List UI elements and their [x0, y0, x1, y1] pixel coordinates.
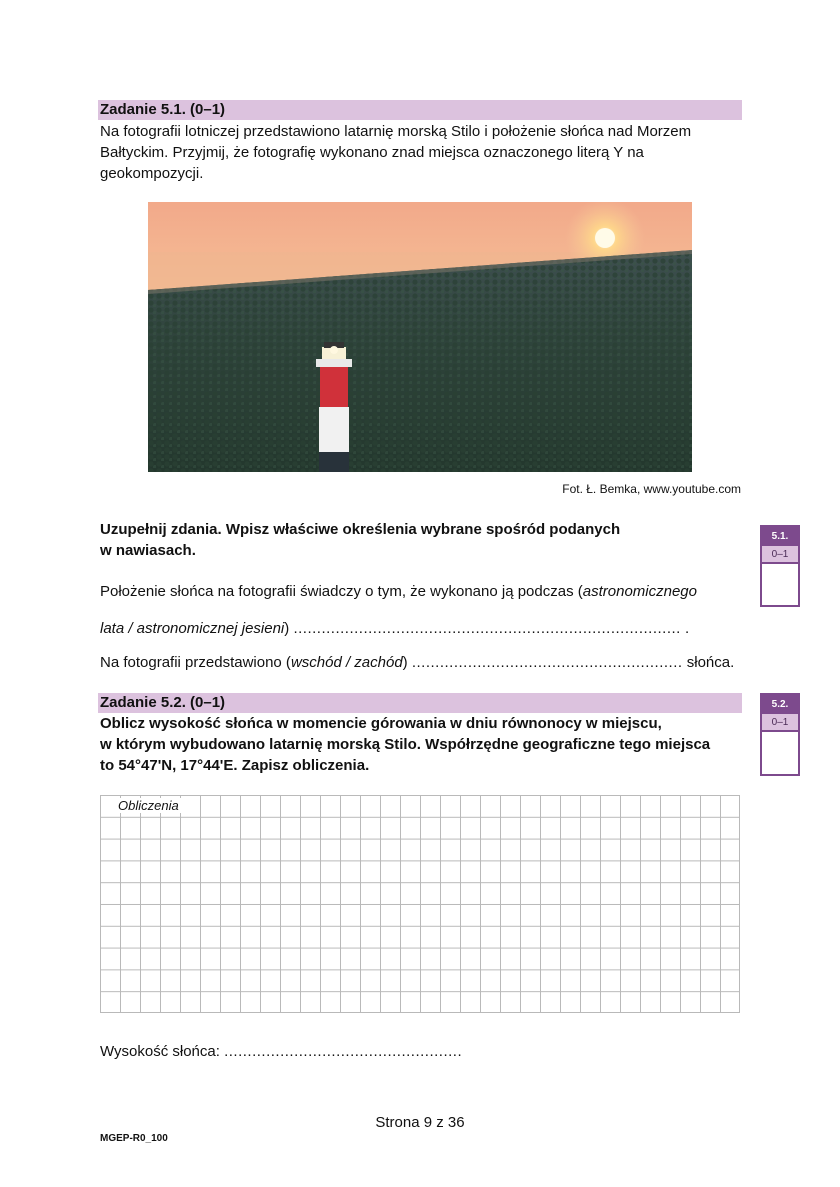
task-5-2-header: Zadanie 5.2. (0–1)	[98, 693, 742, 713]
instruction-line-2: w nawiasach.	[100, 542, 196, 559]
sentence-2-answer-blank[interactable]: ..........................................................	[411, 654, 683, 671]
calculation-grid-label: Obliczenia	[118, 798, 179, 813]
sentence-2-options: wschód / zachód	[290, 654, 403, 671]
lighthouse-photo-illustration	[148, 202, 692, 472]
score-box-5-1	[760, 525, 800, 607]
sentence-1-answer-blank[interactable]: ...................................................................................	[293, 620, 681, 637]
score-box-5-1-field[interactable]	[762, 564, 798, 605]
intro-line-1: Na fotografii lotniczej przedstawiono latarnię morską Stilo i położenie słońca nad Morzem	[100, 123, 692, 140]
sentence-2-part-1: Na fotografii przedstawiono (	[100, 654, 291, 671]
task-5-2-question	[100, 713, 710, 776]
task-5-1-intro	[100, 121, 691, 184]
photo-credit: Fot. Ł. Bemka, www.youtube.com	[562, 482, 741, 496]
score-box-5-2-points: 0–1	[762, 714, 798, 732]
sentence-2-end: słońca.	[682, 654, 735, 671]
answer-label: Wysokość słońca:	[100, 1043, 225, 1060]
exam-code: MGEP-R0_100	[100, 1133, 168, 1144]
instruction-line-1: Uzupełnij zdania. Wpisz właściwe określenia wybrane spośród podanych	[100, 521, 621, 538]
page-number: Strona 9 z 36	[375, 1114, 465, 1131]
score-box-5-2-number: 5.2.	[762, 695, 798, 714]
sentence-1-option-b: lata / astronomicznej jesieni	[100, 620, 285, 637]
calculation-grid[interactable]	[100, 795, 740, 1013]
answer-line	[100, 1041, 462, 1062]
score-box-5-1-number: 5.1.	[762, 527, 798, 546]
task-5-1-instruction	[100, 519, 620, 561]
lighthouse-photo	[148, 202, 692, 472]
score-box-5-1-points: 0–1	[762, 546, 798, 564]
question-line-2: w którym wybudowano latarnię morską Stilo. Współrzędne geograficzne tego miejsca	[100, 736, 711, 753]
sentence-2	[100, 652, 734, 673]
intro-line-3: geokompozycji.	[100, 165, 204, 182]
intro-line-2: Bałtyckim. Przyjmij, że fotografię wykonano znad miejsca oznaczonego literą Y na	[100, 144, 644, 161]
question-line-3: to 54°47'N, 17°44'E. Zapisz obliczenia.	[100, 757, 370, 774]
score-box-5-2-field[interactable]	[762, 732, 798, 774]
answer-blank[interactable]: ...................................................	[224, 1043, 463, 1060]
score-box-5-2	[760, 693, 800, 776]
task-5-1-header: Zadanie 5.1. (0–1)	[98, 100, 742, 120]
sentence-1-part-2: )	[284, 620, 294, 637]
sentence-1-option-a: astronomicznego	[582, 583, 697, 600]
sentence-2-part-2: )	[402, 654, 412, 671]
sentence-1-line-2	[100, 618, 689, 639]
sentence-1-part-1: Położenie słońca na fotografii świadczy o tym, że wykonano ją podczas (	[100, 583, 583, 600]
sentence-1-line-1	[100, 581, 697, 602]
question-line-1: Oblicz wysokość słońca w momencie górowania w dniu równonocy w miejscu,	[100, 715, 662, 732]
sentence-1-end: .	[680, 620, 690, 637]
